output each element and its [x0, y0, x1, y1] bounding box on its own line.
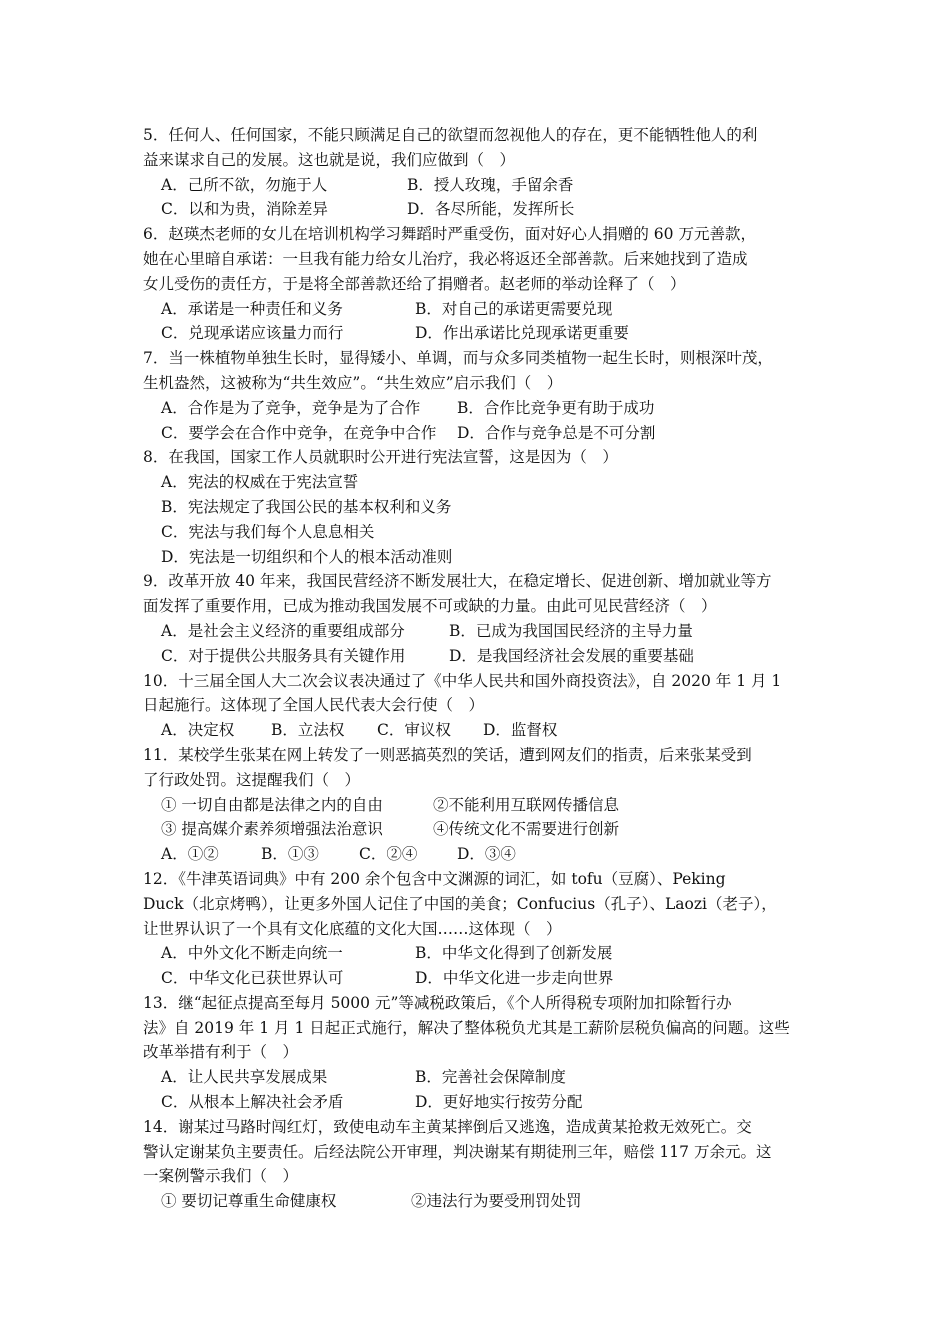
option-c: C．宪法与我们每个人息息相关: [161, 522, 375, 541]
option-row: [143, 1090, 813, 1115]
option-c: C．要学会在合作中竞争，在竞争中合作: [161, 423, 437, 442]
option-a: A．让人民共享发展成果: [161, 1068, 328, 1087]
question-stem-line: 5．任何人、任何国家，不能只顾满足自己的欲望而忽视他人的存在，更不能牺牲他人的利: [143, 126, 758, 144]
option-d: D．中华文化进一步走向世界: [415, 969, 614, 988]
question-list: [143, 123, 813, 1214]
question-stem-line: 了行政处罚。这提醒我们（ ）: [143, 770, 361, 789]
question-12: [143, 867, 813, 991]
option-c: C．以和为贵，消除差异: [161, 200, 328, 219]
statement-1: ① 要切记尊重生命健康权: [161, 1192, 337, 1211]
question-stem-line: 10．十三届全国人大二次会议表决通过了《中华人民共和国外商投资法》，自 2020 年 1 月 1: [143, 671, 782, 690]
question-stem-line: 12．《牛津英语词典》中有 200 余个包含中文渊源的词汇，如 tofu（豆腐）、Peking: [143, 869, 726, 888]
question-stem-line: 8．在我国，国家工作人员就职时公开进行宪法宣誓，这是因为（ ）: [143, 448, 618, 467]
question-stem-line: 益来谋求自己的发展。这也就是说，我们应做到（ ）: [143, 150, 516, 169]
option-c: C．从根本上解决社会矛盾: [161, 1093, 344, 1112]
option-b: B．立法权: [271, 721, 345, 740]
statement-3: ③ 提高媒介素养须增强法治意识: [161, 820, 383, 839]
option-d: D．作出承诺比兑现承诺更重要: [415, 324, 629, 343]
option-c: C．②④: [359, 845, 418, 864]
option-a: A．宪法的权威在于宪法宣誓: [161, 473, 359, 492]
option-row: [143, 644, 813, 669]
option-b: B．中华文化得到了创新发展: [415, 944, 613, 963]
question-5: [143, 123, 813, 222]
question-stem-line: 让世界认识了一个具有文化底蕴的文化大国……这体现（ ）: [143, 919, 562, 938]
option-row: [143, 321, 813, 346]
option-b: B．授人玫瑰，手留余香: [407, 175, 574, 194]
option-d: D．更好地实行按劳分配: [415, 1093, 583, 1112]
option-c: C．审议权: [377, 721, 451, 740]
question-stem-line: 11．某校学生张某在网上转发了一则恶搞英烈的笑话，遭到网友们的指责，后来张某受到: [143, 745, 752, 764]
question-stem-line: 一案例警示我们（ ）: [143, 1167, 299, 1186]
question-stem-line: 6．赵瑛杰老师的女儿在培训机构学习舞蹈时严重受伤，面对好心人捐赠的 60 万元善款，: [143, 225, 756, 244]
question-stem-line: 女儿受伤的责任方，于是将全部善款还给了捐赠者。赵老师的举动诠释了（ ）: [143, 274, 686, 293]
question-stem-line: 13．继“起征点提高至每月 5000 元”等减税政策后，《个人所得税专项附加扣除暂行办: [143, 993, 732, 1012]
option-row: [143, 941, 813, 966]
question-14: [143, 1115, 813, 1214]
question-stem-line: 日起施行。这体现了全国人民代表大会行使（ ）: [143, 696, 485, 715]
question-stem-line: 9．改革开放 40 年来，我国民营经济不断发展壮大，在稳定增长、促进创新、增加就业等方: [143, 572, 772, 591]
option-b: B．对自己的承诺更需要兑现: [415, 299, 613, 318]
option-row: [143, 396, 813, 421]
question-13: [143, 991, 813, 1115]
option-b: B．合作比竞争更有助于成功: [457, 398, 655, 417]
statement-4: ④传统文化不需要进行创新: [433, 820, 620, 839]
option-b: B．已成为我国国民经济的主导力量: [449, 621, 693, 640]
option-d: D．监督权: [483, 721, 558, 740]
question-stem-line: Duck（北京烤鸭），让更多外国人记住了中国的美食；Confucius（孔子）、Laozi（老子），: [143, 894, 777, 913]
option-a: A．①②: [161, 845, 219, 864]
option-row: [143, 1065, 813, 1090]
option-row: [143, 421, 813, 446]
question-stem-line: 改革举措有利于（ ）: [143, 1043, 299, 1062]
option-c: C．兑现承诺应该量力而行: [161, 324, 344, 343]
question-8: [143, 445, 813, 569]
question-stem-line: 她在心里暗自承诺：一旦我有能力给女儿治疗，我必将返还全部善款。后来她找到了造成: [143, 249, 748, 268]
question-9: [143, 569, 813, 668]
option-d: D．③④: [457, 845, 516, 864]
question-stem-line: 面发挥了重要作用，已成为推动我国发展不可或缺的力量。由此可见民营经济（ ）: [143, 597, 717, 616]
option-row: [143, 619, 813, 644]
option-d: D．是我国经济社会发展的重要基础: [449, 646, 694, 665]
question-stem-line: 7．当一株植物单独生长时，显得矮小、单调，而与众多同类植物一起生长时，则根深叶茂，: [143, 349, 773, 368]
option-row: [143, 842, 813, 867]
option-b: B．①③: [261, 845, 319, 864]
option-d: D．宪法是一切组织和个人的根本活动准则: [161, 547, 453, 566]
question-11: [143, 743, 813, 867]
statement-2: ②不能利用互联网传播信息: [433, 795, 620, 814]
option-d: D．合作与竞争总是不可分割: [457, 423, 656, 442]
option-row: [143, 718, 813, 743]
option-b: B．宪法规定了我国公民的基本权利和义务: [161, 497, 452, 516]
option-a: A．是社会主义经济的重要组成部分: [161, 621, 405, 640]
option-a: A．决定权: [161, 721, 235, 740]
question-stem-line: 法》自 2019 年 1 月 1 日起正式施行，解决了整体税负尤其是工薪阶层税负偏高的问题。这些: [143, 1018, 790, 1037]
option-b: B．完善社会保障制度: [415, 1068, 566, 1087]
option-row: [143, 197, 813, 222]
question-stem-line: 14．谢某过马路时闯红灯，致使电动车主黄某摔倒后又逃逸，造成黄某抢救无效死亡。交: [143, 1117, 752, 1136]
question-stem-line: 警认定谢某负主要责任。后经法院公开审理，判决谢某有期徒刑三年，赔偿 117 万余元。这: [143, 1142, 772, 1161]
question-10: [143, 669, 813, 743]
option-a: A．合作是为了竞争，竞争是为了合作: [161, 398, 421, 417]
option-row: [143, 173, 813, 198]
option-c: C．中华文化已获世界认可: [161, 969, 344, 988]
option-a: A．己所不欲，勿施于人: [161, 175, 328, 194]
option-row: [143, 297, 813, 322]
option-a: A．中外文化不断走向统一: [161, 944, 343, 963]
option-c: C．对于提供公共服务具有关键作用: [161, 646, 406, 665]
statement-row: [143, 817, 813, 842]
statement-2: ②违法行为要受刑罚处罚: [411, 1192, 582, 1211]
option-row: [143, 966, 813, 991]
question-6: [143, 222, 813, 346]
question-stem-line: 生机盎然，这被称为“共生效应”。“共生效应”启示我们（ ）: [143, 373, 563, 392]
question-7: [143, 346, 813, 445]
statement-row: [143, 793, 813, 818]
statement-1: ① 一切自由都是法律之内的自由: [161, 795, 383, 814]
option-a: A．承诺是一种责任和义务: [161, 299, 343, 318]
option-d: D．各尽所能，发挥所长: [407, 200, 575, 219]
statement-row: [143, 1189, 813, 1214]
